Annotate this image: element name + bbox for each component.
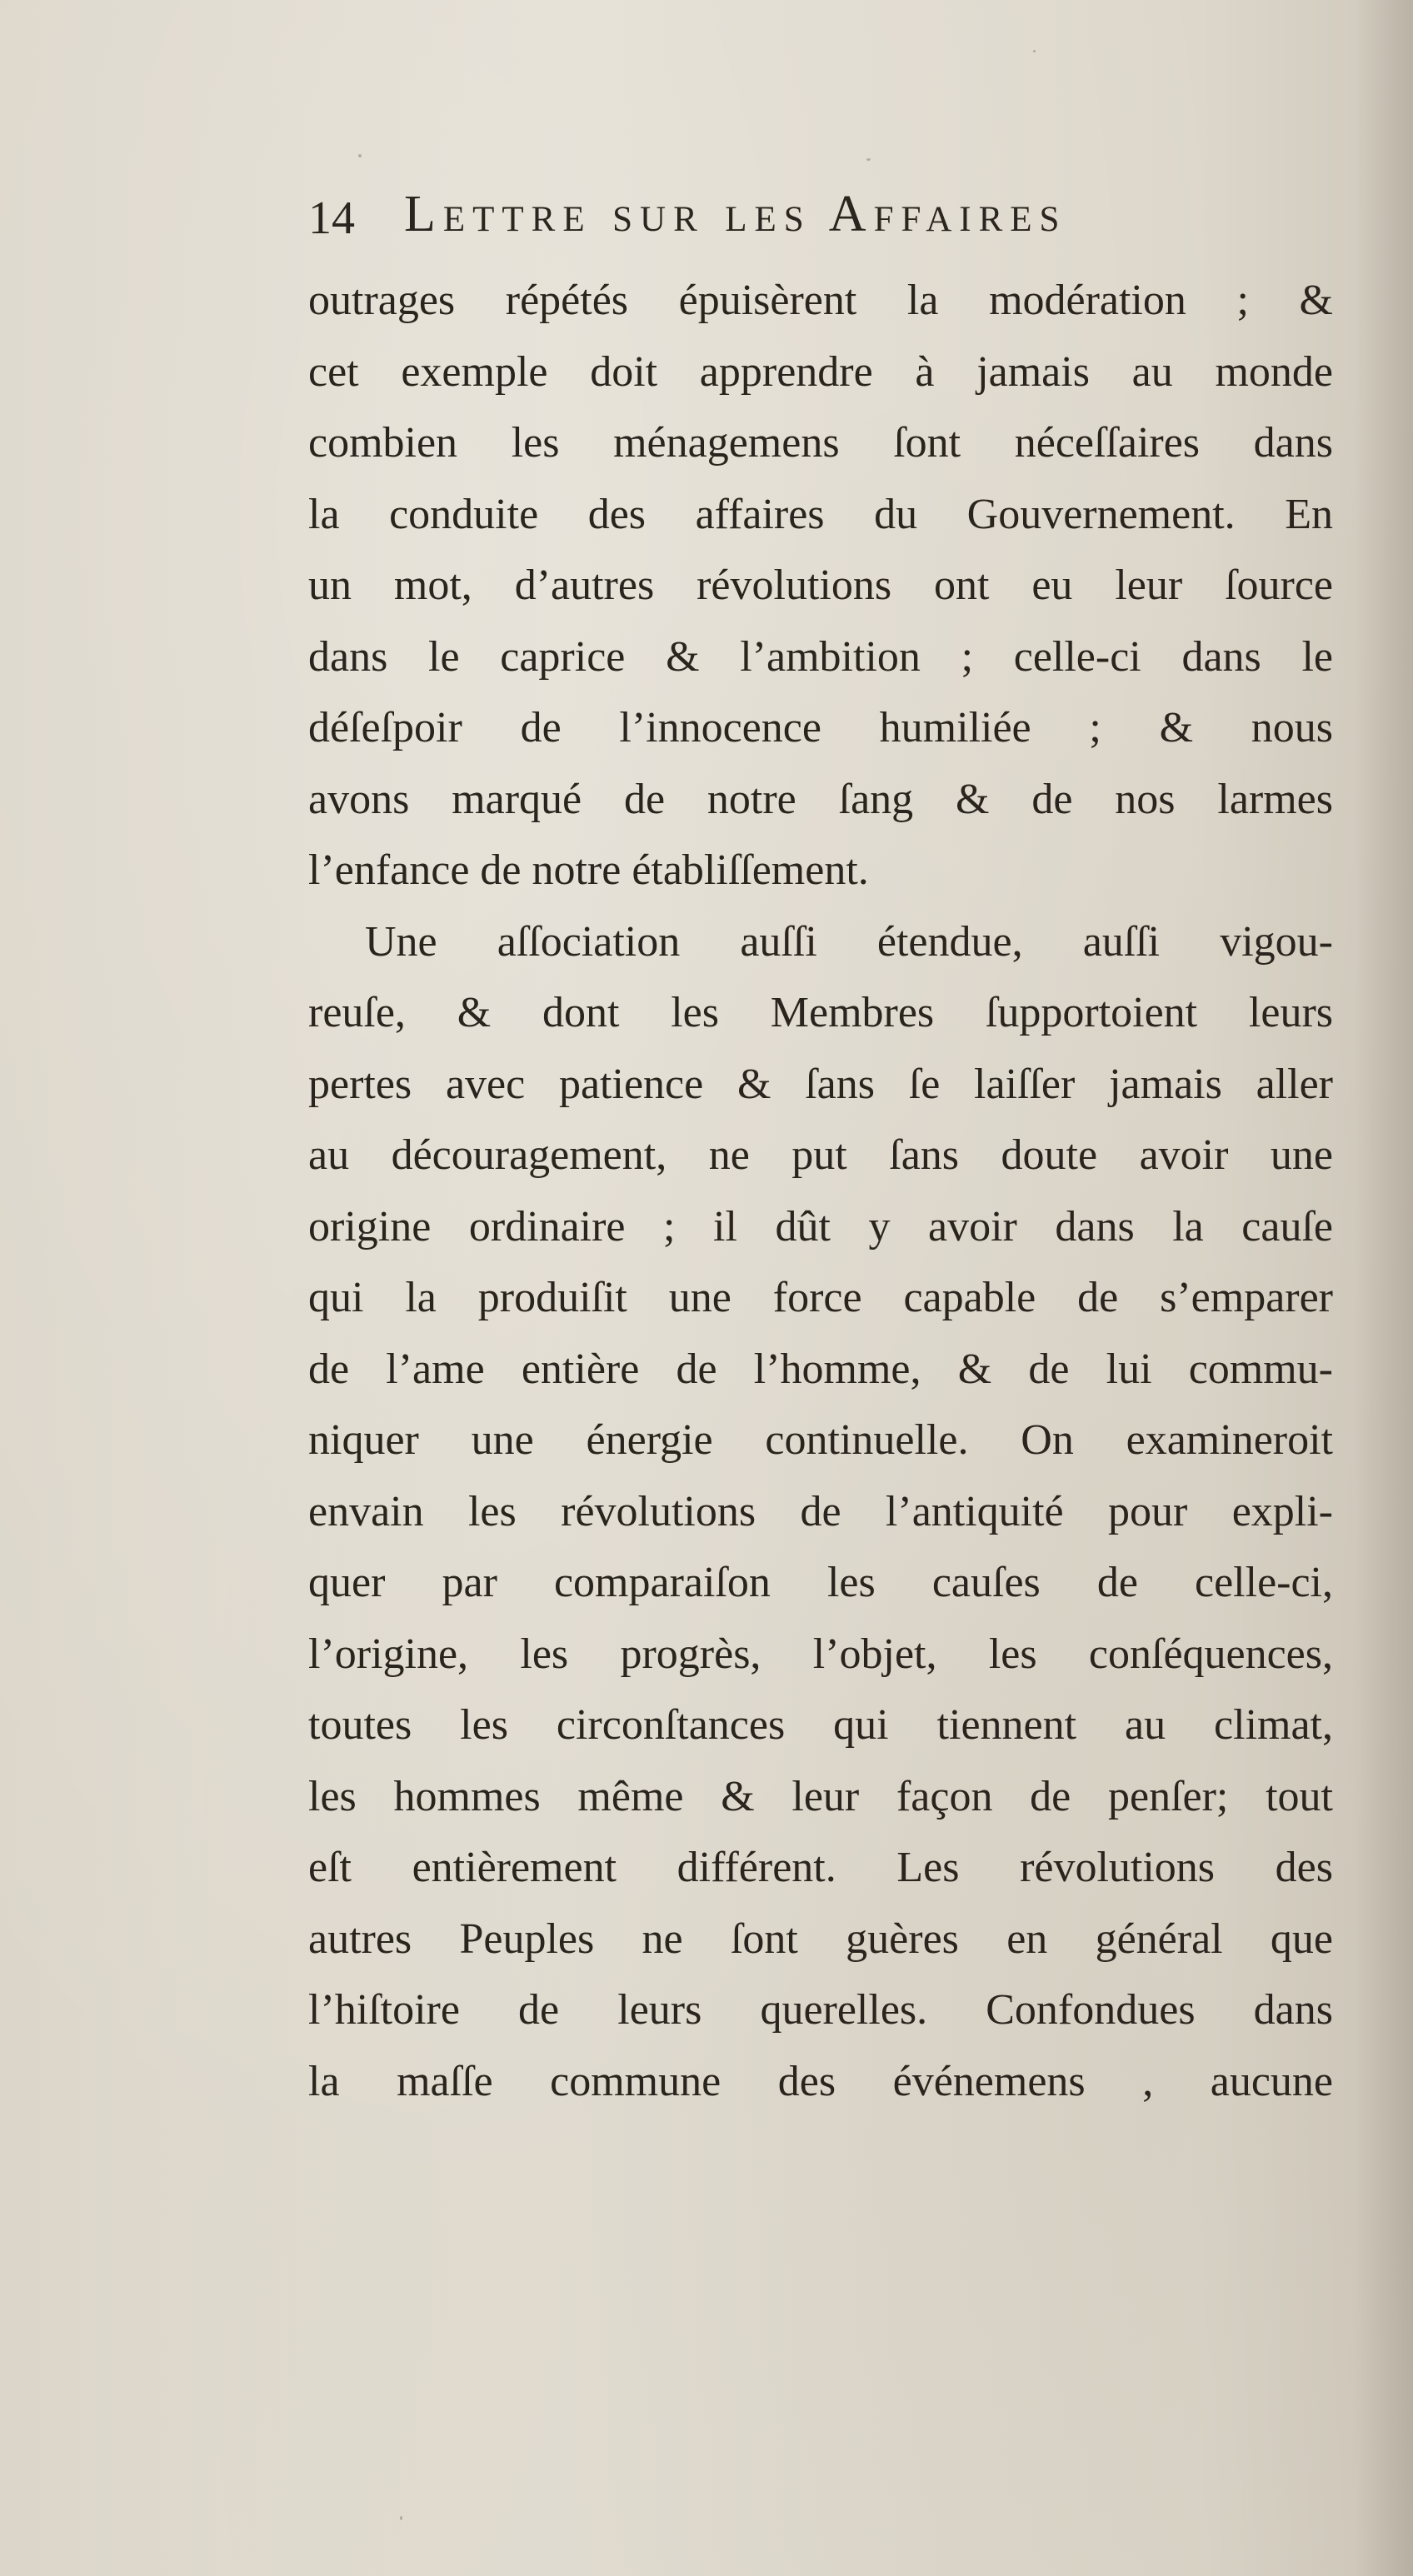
page-fold-shadow: [1355, 0, 1413, 2576]
text-line: combien les ménagemens ſont néceſſaires dans: [308, 419, 1333, 467]
text-line: autres Peuples ne ſont guères en général que: [308, 1915, 1333, 1963]
text-line: l’enfance de notre établiſſement.: [308, 846, 869, 894]
text-line: quer par comparaiſon les cauſes de celle-ci,: [308, 1559, 1333, 1606]
paper-speck: [400, 2516, 402, 2520]
text-line: toutes les circonſtances qui tiennent au climat,: [308, 1701, 1333, 1749]
page-number: 14: [308, 192, 355, 244]
text-line: l’hiſtoire de leurs querelles. Confondues dans: [308, 1986, 1333, 2034]
text-line: niquer une énergie continuelle. On examineroit: [308, 1416, 1333, 1464]
text-line: les hommes même & leur façon de penſer; tout: [308, 1772, 1333, 1820]
text-line: dans le caprice & l’ambition ; celle-ci dans le: [308, 632, 1333, 681]
paper-speck: [1033, 50, 1036, 52]
text-line: déſeſpoir de l’innocence humiliée ; & nous: [308, 704, 1333, 751]
paragraph: [308, 906, 1333, 2118]
text-line: l’origine, les progrès, l’objet, les conſéquences,: [308, 1630, 1333, 1678]
text-line: origine ordinaire ; il dût y avoir dans la cauſe: [308, 1202, 1333, 1251]
text-line: de l’ame entière de l’homme, & de lui commu-: [308, 1345, 1333, 1393]
text-line: reuſe, & dont les Membres ſupportoient leurs: [308, 989, 1333, 1036]
text-line: cet exemple doit apprendre à jamais au monde: [308, 347, 1333, 396]
running-head: Lettre sur les Affaires: [404, 186, 1067, 242]
text-line: outrages répétés épuisèrent la modération ; &: [308, 277, 1333, 324]
text-line: la conduite des affaires du Gouvernement. En: [308, 490, 1333, 538]
page-header: [308, 185, 1225, 252]
paper-speck: [358, 154, 362, 157]
text-line: Une aſſociation auſſi étendue, auſſi vigou-: [365, 917, 1333, 966]
text-line: envain les révolutions de l’antiquité pour expli-: [308, 1487, 1333, 1535]
text-line: la maſſe commune des événemens , aucune: [308, 2057, 1333, 2105]
text-line: avons marqué de notre ſang & de nos larmes: [308, 775, 1333, 823]
paper-speck: [866, 158, 871, 161]
text-line: pertes avec patience & ſans ſe laiſſer jamais aller: [308, 1060, 1333, 1108]
paragraph: [308, 265, 1333, 906]
body-text: [308, 265, 1333, 2117]
text-line: un mot, d’autres révolutions ont eu leur ſource: [308, 562, 1333, 609]
text-line: au découragement, ne put ſans doute avoir une: [308, 1131, 1333, 1179]
text-line: eſt entièrement différent. Les révolutions des: [308, 1844, 1333, 1891]
text-line: qui la produiſit une force capable de s’emparer: [308, 1274, 1333, 1321]
